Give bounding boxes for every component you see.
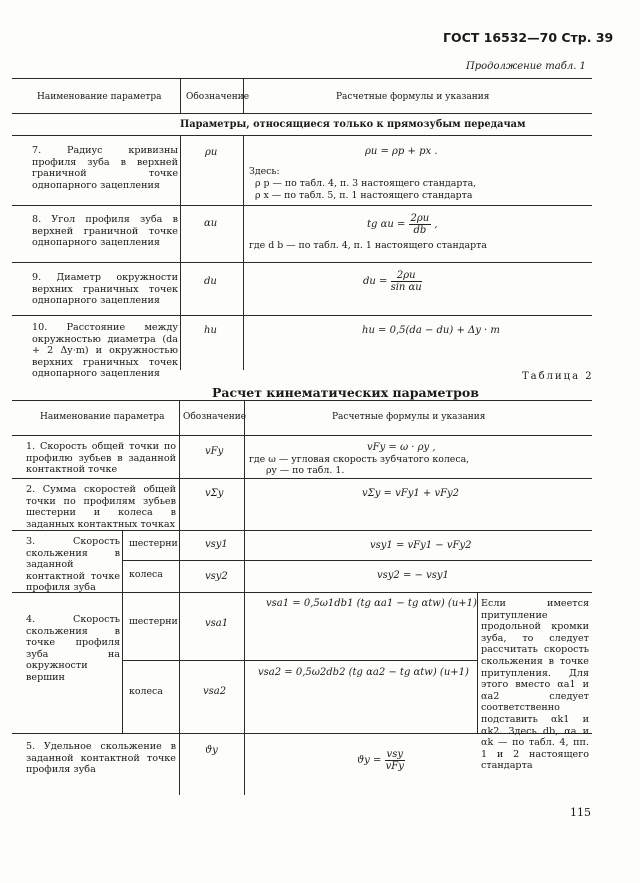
col-header-param: Наименование параметра [40, 412, 165, 422]
rule [180, 135, 181, 370]
rule [12, 435, 592, 436]
t2-row-1-formula: vFy = ω · ρy , [367, 442, 436, 453]
t2-row-4-sub-1: шестерни [129, 616, 178, 627]
t2-row-5-formula: ϑy = $\frac{\text{vsy}}{\text{vFy}}$ [357, 749, 404, 772]
rule [122, 560, 592, 561]
row-10-param: 10. Расстояние между окружностью диаметра (da + 2 Δy·m) и окружностью верхних граничных точек однопарного зацепления [32, 322, 178, 380]
t2-row-4-note: Если имеется притупление продольной кромки зуба, то следует рассчитать скорость скольжения в точке притупления. Для этого вместо αa1 и αa2 следует соответственно подставить αk1 и αk2. Здесь db, αa и αk — по табл. 4, пп. 1 и 2 настоящего стандарта [481, 598, 589, 772]
t2-row-4-symbol-2: vsa2 [203, 686, 227, 697]
rule [12, 478, 592, 479]
rule [12, 262, 592, 263]
col-header-formula: Расчетные формулы и указания [332, 412, 486, 422]
col-header-param: Наименование параметра [37, 92, 162, 102]
t2-row-3-symbol-2: vsy2 [205, 571, 228, 582]
row-7-symbol: ρu [205, 147, 218, 158]
continuation-label: Продолжение табл. 1 [466, 61, 586, 72]
t2-row-3-param: 3. Скорость скольжения в заданной контактной точке профиля зуба [26, 536, 120, 594]
row-9-formula: du = $\frac{2\rho u}{\text{sin αu}}$ [363, 270, 422, 293]
row-9-symbol: du [204, 276, 217, 287]
t2-row-1-symbol: vFy [205, 446, 224, 457]
t2-row-3-sub-1: шестерни [129, 538, 178, 549]
t2-row-1-note: где ω — угловая скорость зубчатого колеса, [249, 454, 470, 465]
page-header: ГОСТ 16532—70 Стр. 39 [443, 30, 614, 45]
t2-row-1-note: ρy — по табл. 1. [266, 465, 345, 476]
col-header-symbol: Обозначение [186, 92, 250, 102]
t2-row-5-symbol: ϑy [205, 745, 218, 756]
rule [180, 78, 181, 113]
row-8-formula: tg αu = $\frac{2\rho u}{db}$ , [367, 213, 438, 236]
row-7-param: 7. Радиус кривизны профиля зуба в верхней граничной точке однопарного зацепления [32, 145, 178, 191]
t2-row-3-symbol-1: vsy1 [205, 539, 228, 550]
row-7-formula: ρu = ρp + px . [365, 146, 438, 157]
row-7-note: ρ p — по табл. 4, п. 3 настоящего стандарта, [255, 178, 477, 189]
t2-row-4-param: 4. Скорость скольжения в точке профиля зуба на окружности вершин [26, 614, 120, 683]
rule [179, 400, 180, 795]
rule [477, 592, 478, 733]
rule [122, 530, 123, 733]
t2-row-2-formula: vΣy = vFy1 + vFy2 [362, 488, 460, 499]
section-title: Параметры, относящиеся только к прямозубым передачам [180, 119, 526, 130]
row-10-symbol: hu [204, 325, 217, 336]
rule [12, 315, 592, 316]
row-7-note: Здесь: [249, 166, 280, 177]
t2-row-2-param: 2. Сумма скоростей общей точки по профилям зубьев шестерни и колеса в заданных контактных точках [26, 484, 176, 530]
rule [122, 660, 477, 661]
rule [243, 135, 244, 370]
rule [12, 205, 592, 206]
t2-row-2-symbol: vΣy [205, 488, 224, 499]
t2-row-5-param: 5. Удельное скольжение в заданной контактной точке профиля зуба [26, 741, 176, 776]
row-8-symbol: αu [204, 218, 218, 229]
t2-row-4-sub-2: колеса [129, 686, 163, 697]
rule [12, 113, 592, 114]
t2-row-1-param: 1. Скорость общей точки по профилю зубьев в заданной контактной точке [26, 441, 176, 476]
rule [244, 400, 245, 795]
table2-title: Расчет кинематических параметров [212, 385, 479, 400]
rule [12, 135, 592, 136]
table2-label: Таблица 2 [522, 371, 594, 382]
page-number: 115 [570, 806, 591, 819]
col-header-formula: Расчетные формулы и указания [336, 92, 490, 102]
t2-row-4-formula-2: vsa2 = 0,5ω2db2 (tg αa2 − tg αtw) (u+1) [258, 667, 469, 678]
t2-row-3-sub-2: колеса [129, 569, 163, 580]
t2-row-4-symbol-1: vsa1 [205, 618, 229, 629]
t2-row-4-formula-1: vsa1 = 0,5ω1db1 (tg αa1 − tg αtw) (u+1) [266, 598, 477, 609]
row-8-param: 8. Угол профиля зуба в верхней граничной точке однопарного зацепления [32, 214, 178, 249]
t2-row-3-formula-2: vsy2 = − vsy1 [377, 570, 449, 581]
row-7-note: ρ x — по табл. 5, п. 1 настоящего стандарта [255, 190, 473, 201]
row-9-param: 9. Диаметр окружности верхних граничных точек однопарного зацепления [32, 272, 178, 307]
t2-row-3-formula-1: vsy1 = vFy1 − vFy2 [370, 540, 472, 551]
col-header-symbol: Обозначение [183, 412, 247, 422]
row-8-note: где d b — по табл. 4, п. 1 настоящего стандарта [249, 240, 487, 251]
rule [12, 78, 592, 79]
row-10-formula: hu = 0,5(da − du) + Δy · m [362, 325, 500, 336]
rule [12, 400, 592, 401]
